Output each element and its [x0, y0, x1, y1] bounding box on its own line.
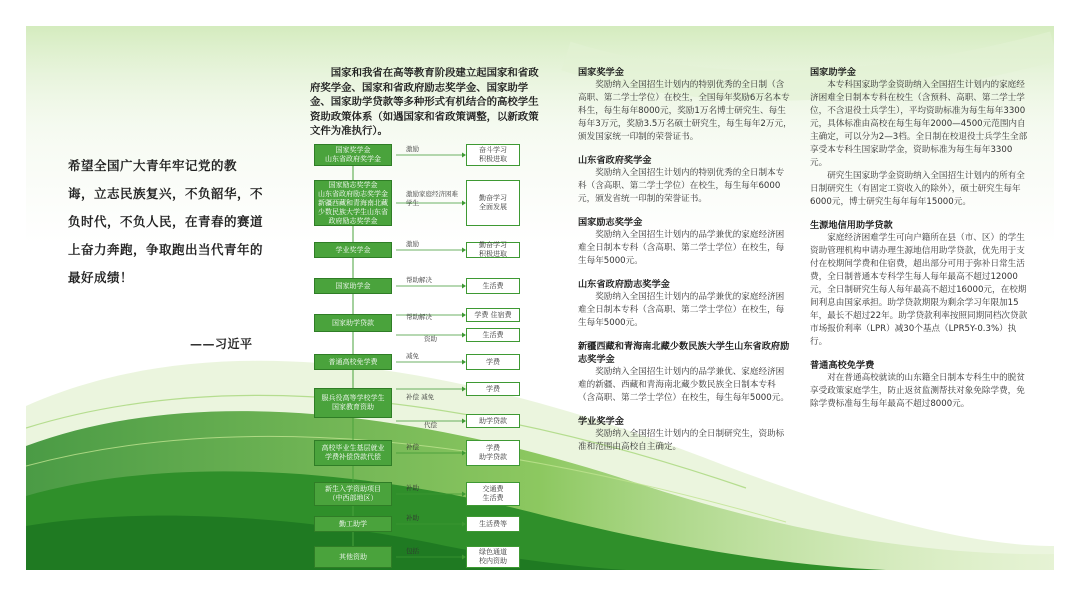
flow-policy-box: 新生入学资助项目 （中西部地区） [314, 482, 392, 506]
flow-policy-box: 学业奖学金 [314, 242, 392, 258]
flow-outcome-box: 生活费 [466, 328, 520, 342]
flow-outcome-box: 奋斗学习 积极进取 [466, 144, 520, 166]
flow-policy-box: 国家奖学金 山东省政府奖学金 [314, 144, 392, 166]
flow-outcome-box: 生活费等 [466, 516, 520, 532]
flow-action-label: 补偿 减免 [406, 393, 435, 401]
section-body: 奖励纳入全国招生计划内的特别优秀的全日制本专科（含高职、第二学士学位）在校生，每生每年6000元，颁发省统一印制的荣誉证书。 [578, 168, 785, 204]
flow-action-label: 帮助解决 [406, 313, 432, 321]
section-title: 国家奖学金 [578, 67, 624, 78]
flow-outcome-box: 绿色通道 校内资助 [466, 546, 520, 568]
section-title: 生源地信用助学贷款 [810, 220, 893, 231]
flow-action-label: 补助 [406, 484, 419, 492]
flow-policy-box: 国家助学金 [314, 278, 392, 294]
section-body: 奖励纳入全国招生计划内的品学兼优的家庭经济困难全日制本专科（含高职、第二学士学位）在校生，每生每年5000元。 [578, 292, 785, 328]
flow-policy-box: 其他资助 [314, 546, 392, 568]
flow-outcome-box: 助学贷款 [466, 414, 520, 428]
flow-action-label: 代偿 [424, 421, 437, 429]
flow-outcome-box: 学费 住宿费 [466, 308, 520, 322]
brochure-sheet [26, 26, 1054, 570]
section-body: 研究生国家助学金资助纳入全国招生计划内的所有全日制研究生（有固定工资收入的除外），硕士研究生每年6000元，博士研究生每年每年15000元。 [810, 171, 1025, 207]
quote-line: 负时代，不负人民，在青春的赛道 [68, 214, 264, 229]
section-title: 普通高校免学费 [810, 360, 875, 371]
flow-outcome-box: 勤奋学习 积极进取 [466, 242, 520, 258]
flow-outcome-box: 交通费 生活费 [466, 482, 520, 506]
flow-policy-box: 高校毕业生基层就业 学费补偿贷款代偿 [314, 440, 392, 466]
quote-line: 上奋力奔跑，争取跑出当代青年的 [68, 242, 264, 257]
flow-action-label: 补偿 [406, 443, 419, 451]
flow-action-label: 资助 [424, 335, 437, 343]
section-body: 对在普通高校就读的山东籍全日制本专科生中的脱贫享受政策家庭学生，防止返贫监测帮扶对象免除学费，免除学费标准每生每年最高不超过8000元。 [810, 373, 1025, 409]
section-body: 奖励纳入全国招生计划内的特别优秀的全日制（含高职、第二学士学位）在校生，全国每年奖励6万名本专科生，每生每年8000元，奖励1万名博士研究生、每生每年3万元，奖励3.5万名硕士研究生，每生每年2万元，颁发国家统一印制的荣誉证书。 [578, 80, 792, 142]
quote-line: 诲，立志民族复兴，不负韶华，不 [68, 186, 264, 201]
flow-outcome-box: 勤奋学习 全面发展 [466, 180, 520, 226]
flow-policy-box: 服兵役高等学校学生 国家教育资助 [314, 388, 392, 418]
section-title: 山东省政府励志奖学金 [578, 279, 670, 290]
quote-line: 希望全国广大青年牢记党的教 [68, 158, 238, 173]
intro-paragraph [310, 66, 542, 139]
flow-action-label: 激励 [406, 145, 419, 153]
policy-column-middle [578, 66, 792, 464]
flow-outcome-box: 学费 [466, 382, 520, 396]
intro-text: 国家和我省在高等教育阶段建立起国家和省政府奖学金、国家和省政府励志奖学金、国家助学金、国家助学贷款等多种形式有机结合的高校学生资助政策体系（如遇国家和省政策调整，以新政策文件为准执行）。 [310, 67, 539, 138]
flow-policy-box: 普通高校免学费 [314, 354, 392, 370]
section-body: 奖励纳入全国招生计划内的全日制研究生，资助标准和范围由高校自主确定。 [578, 429, 785, 452]
flow-action-label: 包括 [406, 547, 419, 555]
section-body: 奖励纳入全国招生计划内的品学兼优的家庭经济困难全日制本专科（含高职、第二学士学位）在校生，每生每年5000元。 [578, 230, 785, 266]
flow-action-label: 减免 [406, 352, 419, 360]
section-title: 新疆西藏和青海南北藏少数民族大学生山东省政府励志奖学金 [578, 341, 790, 365]
flow-outcome-box: 学费 助学贷款 [466, 440, 520, 466]
flow-outcome-box: 学费 [466, 354, 520, 370]
flow-policy-box: 国家励志奖学金 山东省政府励志奖学金 新疆西藏和青海南北藏少数民族大学生山东省政府励志奖学金 [314, 180, 392, 226]
xi-quote [68, 152, 268, 351]
aid-policy-flowchart [306, 138, 556, 570]
section-title: 国家助学金 [810, 67, 856, 78]
section-title: 学业奖学金 [578, 416, 624, 427]
section-title: 国家励志奖学金 [578, 217, 643, 228]
flow-action-label: 激励 [406, 240, 419, 248]
section-body: 本专科国家助学金资助纳入全国招生计划内的家庭经济困难全日制本专科在校生（含预科、高职、第二学士学位，不含退役士兵学生），平均资助标准为每生每年3300元，具体标准由高校在每生每年2000—4500元范围内自主确定，可以分为2—3档。全日制在校退役士兵学生全部享受本专科生国家助学金，资助标准为每生每年3300元。 [810, 80, 1028, 168]
section-title: 山东省政府奖学金 [578, 155, 652, 166]
section-body: 奖励纳入全国招生计划内的品学兼优、家庭经济困难的新疆、西藏和青海南北藏少数民族全日制本专科（含高职、第二学士学位）在校生，每生每年5000元。 [578, 367, 789, 403]
flow-action-label: 补助 [406, 514, 419, 522]
flow-action-label: 激励家庭经济困难学生 [406, 190, 458, 207]
flow-action-label: 帮助解决 [406, 276, 432, 284]
section-body: 家庭经济困难学生可向户籍所在县（市、区）的学生资助管理机构申请办理生源地信用助学贷款，优先用于支付在校期间学费和住宿费，超出部分可用于弥补日常生活费，全日制普通本专科学生每人每年最高不超过12000元，全日制研究生每人每年最高不超过16000元，在校期间利息由国家承担。助学贷款期限为剩余学习年限加15年，最长不超过22年。助学贷款利率按照同期同档次贷款市场报价利率（LPR）减30个基点（LPR5Y-0.3%）执行。 [810, 233, 1028, 347]
policy-column-right [810, 66, 1028, 421]
quote-author: ——习近平 [190, 337, 253, 351]
flow-policy-box: 勤工助学 [314, 516, 392, 532]
flow-policy-box: 国家助学贷款 [314, 314, 392, 332]
quote-line: 最好成绩！ [68, 270, 134, 285]
flow-outcome-box: 生活费 [466, 278, 520, 294]
